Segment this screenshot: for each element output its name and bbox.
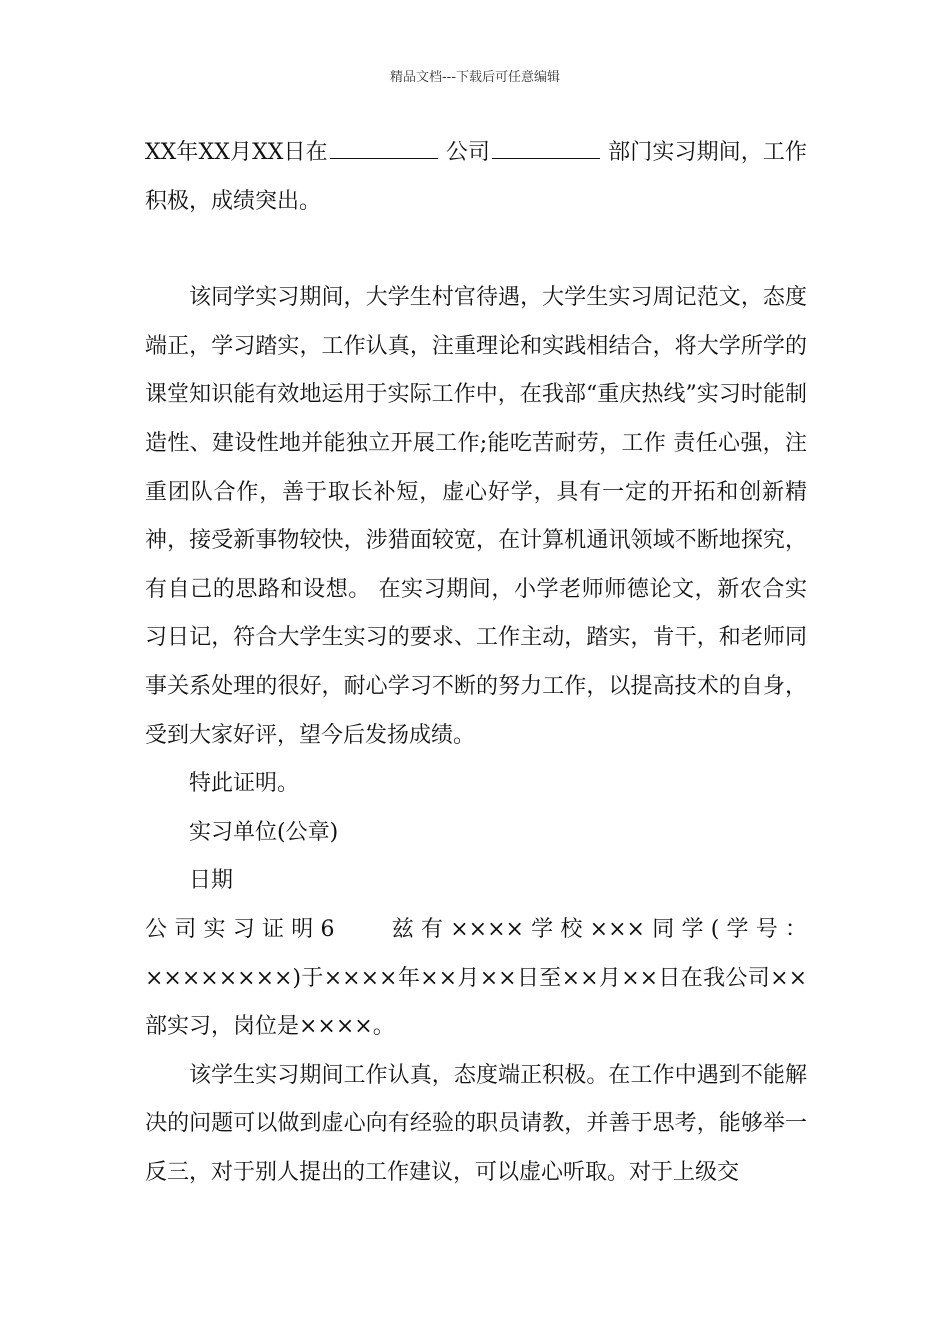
paragraph-date: 日期 — [189, 868, 234, 894]
page-header: 精品文档---下载后可任意编辑 — [389, 70, 561, 85]
date-text: XX年XX月XX日在 — [145, 140, 328, 165]
document-body — [145, 129, 807, 1197]
department-blank — [492, 138, 600, 159]
paragraph-unit-seal: 实习单位(公章) — [189, 819, 339, 845]
company-text: 公司 — [445, 140, 491, 165]
paragraph-student-evaluation: 该学生实习期间工作认真，态度端正积极。在工作中遇到不能解决的问题可以做到虚心向有经验的职员请教，并善于思考，能够举一反三，对于别人提出的工作建议，可以虚心听取。对于上级交 — [145, 1062, 807, 1185]
paragraph-certify: 特此证明。 — [189, 771, 300, 797]
paragraph-gap — [145, 226, 807, 274]
company-blank — [330, 138, 438, 159]
certificate-title: 公司实习证明6 — [145, 916, 335, 942]
department-text: 部门实习期间，工作积极，成绩突出。 — [145, 140, 807, 214]
paragraph-intro — [145, 129, 807, 226]
paragraph-evaluation: 该同学实习期间，大学生村官待遇，大学生实习周记范文，态度端正，学习踏实，工作认真，注重理论和实践相结合，将大学所学的课堂知识能有效地运用于实际工作中，在我部“重庆热线”实习时能制造性、建设性地并能独立开展工作;能吃苦耐劳，工作 责任心强，注重团队合作，善于取长补短，虚心好学，具有一定的开拓和创新精神，接受新事物较快，涉猎面较宽，在计算机通讯领域不断地探究，有自己的思路和设想。 在实习期间，小学老师师德论文，新农合实习日记，符合大学生实习的要求、工作主动，踏实，肯干，和老师同事关系处理的很好，耐心学习不断的努力工作，以提高技术的自身，受到大家好评，望今后发扬成绩。 — [145, 285, 807, 748]
paragraph-certificate-6 — [145, 906, 807, 1052]
certificate-body: 兹有××××学校×××同学(学号：××××××××)于××××年××月××日至××月××日在我公司××部实习，岗位是××××。 — [145, 916, 808, 1040]
